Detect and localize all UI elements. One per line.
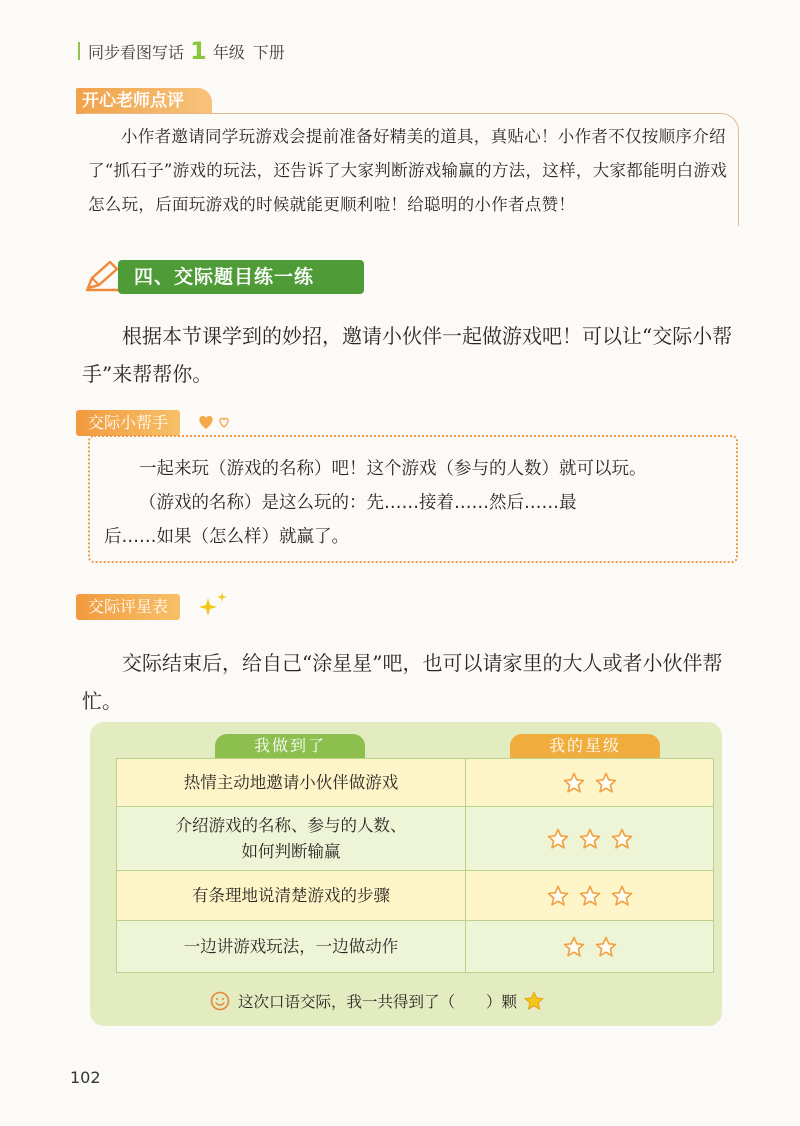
star-icon[interactable] bbox=[546, 884, 570, 908]
star-icon[interactable] bbox=[562, 771, 586, 795]
table-row bbox=[117, 759, 714, 807]
sparkle-icon bbox=[196, 590, 230, 616]
star-group bbox=[466, 935, 713, 959]
star-icon bbox=[523, 990, 545, 1012]
star-total-line bbox=[210, 988, 545, 1014]
criterion-cell bbox=[117, 759, 466, 807]
star-icon[interactable] bbox=[594, 935, 618, 959]
page-header bbox=[78, 36, 285, 66]
star-chart-intro: 交际结束后，给自己“涂星星”吧，也可以请家里的大人或者小伙伴帮忙。 bbox=[82, 651, 723, 713]
rating-cell bbox=[466, 921, 714, 973]
star-icon[interactable] bbox=[546, 827, 570, 851]
table-row bbox=[117, 871, 714, 921]
rating-cell bbox=[466, 807, 714, 871]
star-group bbox=[466, 884, 713, 908]
column-header-done: 我做到了 bbox=[215, 734, 365, 758]
criterion-text: 有条理地说清楚游戏的步骤 bbox=[192, 885, 390, 905]
section-intro: 根据本节课学到的妙招，邀请小伙伴一起做游戏吧！可以让“交际小帮手”来帮帮你。 bbox=[82, 324, 733, 386]
teacher-comment-text: 小作者邀请同学玩游戏会提前准备好精美的道具，真贴心！小作者不仅按顺序介绍了“抓石子”游戏的玩法，还告诉了大家判断游戏输赢的方法，这样，大家都能明白游戏怎么玩，后面玩游戏的时候就能更顺利啦！给聪明的小作者点赞！ bbox=[88, 127, 728, 214]
hearts-icon bbox=[196, 412, 236, 432]
star-total-text: 这次口语交际，我一共得到了（ ）颗 bbox=[238, 993, 518, 1011]
star-icon[interactable] bbox=[578, 884, 602, 908]
rating-cell bbox=[466, 871, 714, 921]
star-icon[interactable] bbox=[594, 771, 618, 795]
table-row bbox=[117, 807, 714, 871]
column-header-rating: 我的星级 bbox=[510, 734, 660, 758]
star-group bbox=[466, 827, 713, 851]
teacher-comment-label: 开心老师点评 bbox=[76, 88, 212, 114]
helper-text bbox=[104, 452, 724, 554]
criterion-text: 介绍游戏的名称、参与的人数、 bbox=[175, 815, 407, 835]
criterion-cell bbox=[117, 921, 466, 973]
page-number: 102 bbox=[70, 1068, 101, 1087]
helper-label: 交际小帮手 bbox=[76, 410, 180, 436]
helper-line: 一起来玩（游戏的名称）吧！这个游戏（参与的人数）就可以玩。 bbox=[139, 459, 647, 479]
book-title: 同步看图写话 bbox=[88, 42, 185, 62]
grade-suffix: 年级 bbox=[212, 42, 245, 62]
pencil-icon bbox=[84, 258, 122, 292]
criterion-text: 热情主动地邀请小伙伴做游戏 bbox=[183, 772, 399, 792]
criterion-cell bbox=[117, 871, 466, 921]
rating-cell bbox=[466, 759, 714, 807]
smiley-icon bbox=[210, 991, 230, 1011]
helper-line: （游戏的名称）是这么玩的：先……接着……然后……最 bbox=[139, 493, 577, 513]
table-row bbox=[117, 921, 714, 973]
section-title: 四、交际题目练一练 bbox=[118, 260, 364, 294]
star-icon[interactable] bbox=[610, 884, 634, 908]
term: 下册 bbox=[252, 42, 285, 62]
criterion-text: 如何判断输赢 bbox=[241, 841, 341, 861]
star-chart-table bbox=[116, 758, 714, 973]
criterion-cell bbox=[117, 807, 466, 871]
star-icon[interactable] bbox=[562, 935, 586, 959]
star-group bbox=[466, 771, 713, 795]
star-icon[interactable] bbox=[578, 827, 602, 851]
helper-line: 后……如果（怎么样）就赢了。 bbox=[104, 527, 349, 547]
star-icon[interactable] bbox=[610, 827, 634, 851]
header-divider bbox=[78, 42, 80, 60]
grade-number: 1 bbox=[190, 37, 207, 65]
criterion-text: 一边讲游戏玩法，一边做动作 bbox=[183, 936, 399, 956]
star-chart-label: 交际评星表 bbox=[76, 594, 180, 620]
